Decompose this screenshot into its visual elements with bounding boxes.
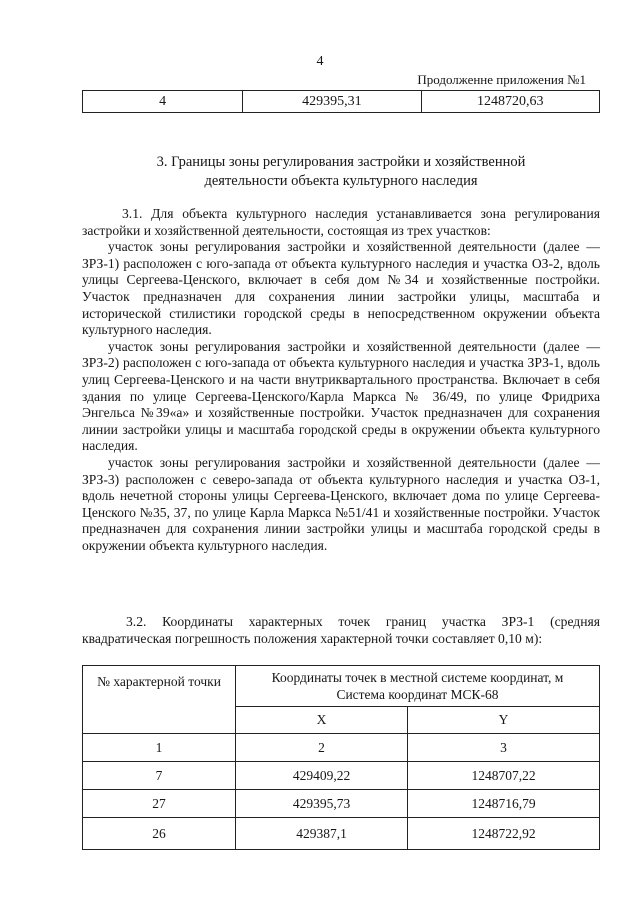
point-number-cell: 4	[83, 91, 243, 113]
table-header-row	[83, 666, 600, 707]
table-numbering-row	[83, 734, 600, 762]
header-coordinates-line-2: Система координат МСК-68	[336, 687, 499, 702]
table-row	[83, 91, 600, 113]
coordinates-intro-text: 3.2. Координаты характерных точек границ участка ЗРЗ-1 (средняя квадратическая погрешность положения характерной точки составляет 0,10 м):	[82, 614, 600, 646]
numbering-cell: 2	[236, 734, 408, 762]
section-3-body	[82, 206, 600, 554]
section-3-title	[82, 153, 600, 191]
y-coordinate-cell: 1248722,92	[408, 818, 600, 850]
x-coordinate-cell: 429395,73	[236, 790, 408, 818]
header-coordinates	[236, 666, 600, 707]
paragraph-3-1: 3.1. Для объекта культурного наследия устанавливается зона регулирования застройки и хозяйственной деятельности, состоящая из трех участков:	[82, 206, 600, 238]
point-number-cell: 27	[83, 790, 236, 818]
y-coordinate-cell: 1248716,79	[408, 790, 600, 818]
x-coordinate-cell: 429409,22	[236, 762, 408, 790]
point-number-cell: 26	[83, 818, 236, 850]
y-coordinate-cell: 1248720,63	[421, 91, 599, 113]
page-number: 4	[316, 54, 324, 69]
paragraph-zrz-2: участок зоны регулирования застройки и хозяйственной деятельности (далее — ЗРЗ-2) расположен с юго-запада от объекта культурного наследия и участка ЗРЗ-1, вдоль улиц Сергеева-Ценского и на части внутриквартального пространства. Включает в себя здания по улице Сергеева-Ценского/Карла Маркса № 36/49, по улице Фридриха Энгельса №39«а» и хозяйственные постройки. Участок предназначен для сохранения линии застройки улицы и масштаба городской среды в окружении объекта культурного наследия.	[82, 338, 600, 454]
y-coordinate-cell: 1248707,22	[408, 762, 600, 790]
paragraph-3-2	[82, 613, 600, 647]
paragraph-zrz-3: участок зоны регулирования застройки и хозяйственной деятельности (далее — ЗРЗ-3) расположен с северо-запада от объекта культурного наследия и участка ОЗ-1, вдоль нечетной стороны улицы Сергеева-Ценского, включает дома по улице Сергеева-Ценского №35, 37, по улице Карла Маркса №51/41 и хозяйственные постройки. Участок предназначен для сохранения линии застройки улицы и масштаба городской среды в окружении объекта культурного наследия.	[82, 454, 600, 553]
appendix-continuation-note: Продолженне приложения №1	[417, 72, 586, 87]
continued-coordinates-table	[82, 90, 600, 113]
numbering-cell: 3	[408, 734, 600, 762]
table-row	[83, 818, 600, 850]
x-coordinate-cell: 429395,31	[243, 91, 421, 113]
table-row	[83, 790, 600, 818]
header-y: Y	[408, 707, 600, 734]
point-number-cell: 7	[83, 762, 236, 790]
numbering-cell: 1	[83, 734, 236, 762]
section-title-line-1: 3. Границы зоны регулирования застройки и хозяйственной	[156, 154, 526, 170]
zrz-1-coordinates-table	[82, 665, 600, 850]
header-coordinates-line-1: Координаты точек в местной системе координат, м	[271, 670, 564, 685]
section-title-line-2: деятельности объекта культурного наследия	[204, 173, 478, 189]
header-point-number: № характерной точки	[83, 666, 236, 734]
table-row	[83, 762, 600, 790]
x-coordinate-cell: 429387,1	[236, 818, 408, 850]
header-x: X	[236, 707, 408, 734]
paragraph-zrz-1: участок зоны регулирования застройки и хозяйственной деятельности (далее — ЗРЗ-1) расположен с юго-запада от объекта культурного наследия и участка ОЗ-2, вдоль улицы Сергеева-Ценского, включает в себя дом №34 и хозяйственные постройки. Участок предназначен для сохранения линии застройки улицы, масштаба и исторической стилистики городской среды в непосредственном окружении объекта культурного наследия.	[82, 239, 600, 338]
